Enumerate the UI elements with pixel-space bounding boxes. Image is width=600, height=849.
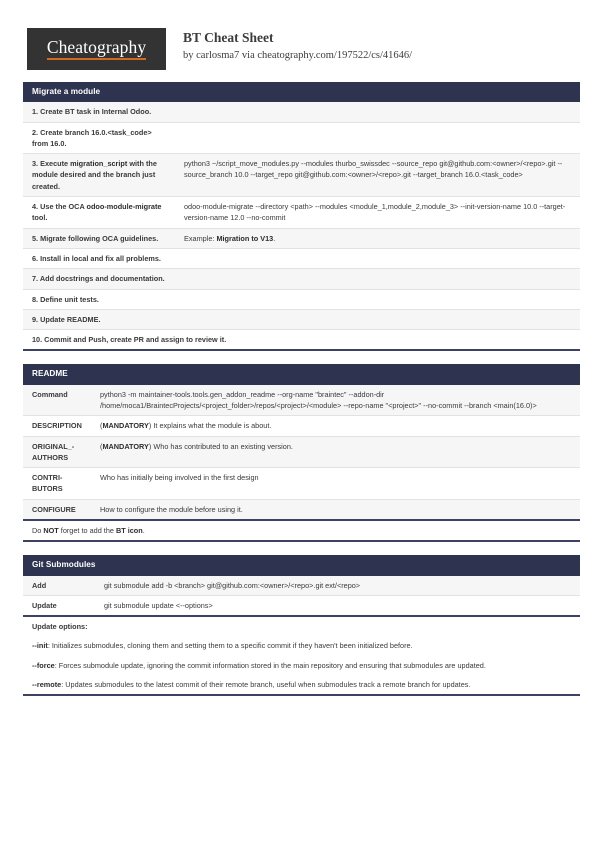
table-row: [23, 289, 580, 309]
table-readme: [23, 385, 580, 519]
row-value: How to configure the module before using it.: [91, 499, 580, 519]
table-row: [23, 309, 580, 329]
row-key: 9. Update README.: [23, 309, 175, 329]
row-key: 8. Define unit tests.: [23, 289, 175, 309]
table-row: [23, 595, 580, 615]
row-key: 1. Create BT task in Internal Odoo.: [23, 102, 175, 122]
row-key: 2. Create branch 16.0.<task_code> from 16.0.: [23, 122, 175, 154]
row-key: 4. Use the OCA odoo-module-migrate tool.: [23, 197, 175, 229]
title-block: [183, 28, 412, 64]
cheatography-logo[interactable]: [27, 28, 166, 70]
row-value: git submodule add -b <branch> git@github.com:<owner>/<repo>.git ext/<repo>: [95, 576, 580, 596]
table-row: [23, 499, 580, 519]
section-title-readme: README: [23, 364, 580, 384]
row-key: CONFIGURE: [23, 499, 91, 519]
row-value: [175, 248, 580, 268]
section-title-migrate-a-module: Migrate a module: [23, 82, 580, 102]
table-row: [23, 385, 580, 416]
table-row: [23, 520, 580, 540]
row-value: (MANDATORY) It explains what the module is about.: [91, 416, 580, 436]
update-option-row: [23, 656, 580, 675]
update-option-text: : Initializes submodules, cloning them and setting them to a specific commit if they haven't been initialized before.: [47, 641, 413, 651]
table-git-submodules: [23, 576, 580, 616]
readme-note: Do NOT forget to add the BT icon.: [23, 520, 580, 540]
section-title-git-submodules: Git Submodules: [23, 555, 580, 575]
row-key: 6. Install in local and fix all problems.: [23, 248, 175, 268]
table-row: [23, 416, 580, 436]
sections-container: [0, 82, 600, 696]
row-value: Example: Migration to V13.: [175, 228, 580, 248]
page-title: BT Cheat Sheet: [183, 30, 274, 45]
update-option: [23, 636, 580, 655]
table-row: [23, 269, 580, 289]
update-options-heading-row: [23, 616, 580, 636]
update-option-flag: --force: [32, 660, 55, 670]
row-key: DESCRIPTION: [23, 416, 91, 436]
cheatography-logo-text: Cheatography: [47, 39, 146, 59]
table-update-options: [23, 615, 580, 694]
row-key: 10. Commit and Push, create PR and assign to review it.: [23, 330, 580, 350]
table-row: [23, 468, 580, 500]
table-row: [23, 330, 580, 350]
row-key: ORIGINAL_AUTHORS: [23, 436, 91, 468]
table-readme-note: [23, 519, 580, 540]
row-key: 3. Execute migration_script with the module desired and the branch just created.: [23, 154, 175, 197]
logo-underline: [47, 58, 146, 60]
table-row: [23, 228, 580, 248]
update-option: [23, 675, 580, 694]
page-header: [0, 0, 600, 60]
table-row: [23, 154, 580, 197]
row-key: CONTRIBUTORS: [23, 468, 91, 500]
table-row: [23, 122, 580, 154]
table-row: [23, 436, 580, 468]
row-value: [175, 289, 580, 309]
section-readme: [23, 364, 580, 542]
update-options-heading: Update options:: [23, 616, 580, 636]
row-value: (MANDATORY) Who has contributed to an existing version.: [91, 436, 580, 468]
row-key: 5. Migrate following OCA guidelines.: [23, 228, 175, 248]
table-row: [23, 576, 580, 596]
row-key: Update: [23, 595, 95, 615]
update-option-text: : Updates submodules to the latest commit of their remote branch, useful when submodules track a remote branch for updates.: [61, 680, 471, 690]
row-value: odoo-module-migrate --directory <path> --modules <module_1,module_2,module_3> --init-version-name 10.0 --target-version-name 12.0 --no-commit: [175, 197, 580, 229]
table-row: [23, 197, 580, 229]
update-option-row: [23, 636, 580, 655]
update-option-flag: --init: [32, 641, 48, 651]
page-byline: by carlosma7 via cheatography.com/197522/cs/41646/: [183, 50, 413, 62]
update-option-text: : Forces submodule update, ignoring the commit information stored in the main repository and ensuring that submodules are updated.: [54, 660, 486, 670]
row-value: [175, 122, 580, 154]
section-migrate-a-module: [23, 82, 580, 351]
row-value: python3 ~/script_move_modules.py --modules thurbo_swissdec --source_repo git@github.com:<owner>/<repo>.git --source_branch 10.0 --target_repo git@github.com:<owner>/<repo>.git --target_branch 16.0.<task_code>: [175, 154, 580, 197]
update-option-row: [23, 675, 580, 694]
row-value: [175, 102, 580, 122]
update-option-flag: --remote: [32, 680, 62, 690]
section-git-submodules: [23, 555, 580, 696]
row-key: Command: [23, 385, 91, 416]
row-value: [175, 309, 580, 329]
table-row: [23, 102, 580, 122]
row-value: Who has initially being involved in the first design: [91, 468, 580, 500]
update-option: [23, 656, 580, 675]
row-key: Add: [23, 576, 95, 596]
row-key: 7. Add docstrings and documentation.: [23, 269, 175, 289]
row-value: git submodule update <--options>: [95, 595, 580, 615]
table-row: [23, 248, 580, 268]
row-value: python3 -m maintainer-tools.tools.gen_addon_readme --org-name "braintec" --addon-dir /home/moca1/BraintecProjects/<project_folder>/repos/<project>/<module> --repo-name "<project>" --no-commit --branch <main(16.0)>: [91, 385, 580, 416]
table-migrate-a-module: [23, 102, 580, 349]
row-value: [175, 269, 580, 289]
